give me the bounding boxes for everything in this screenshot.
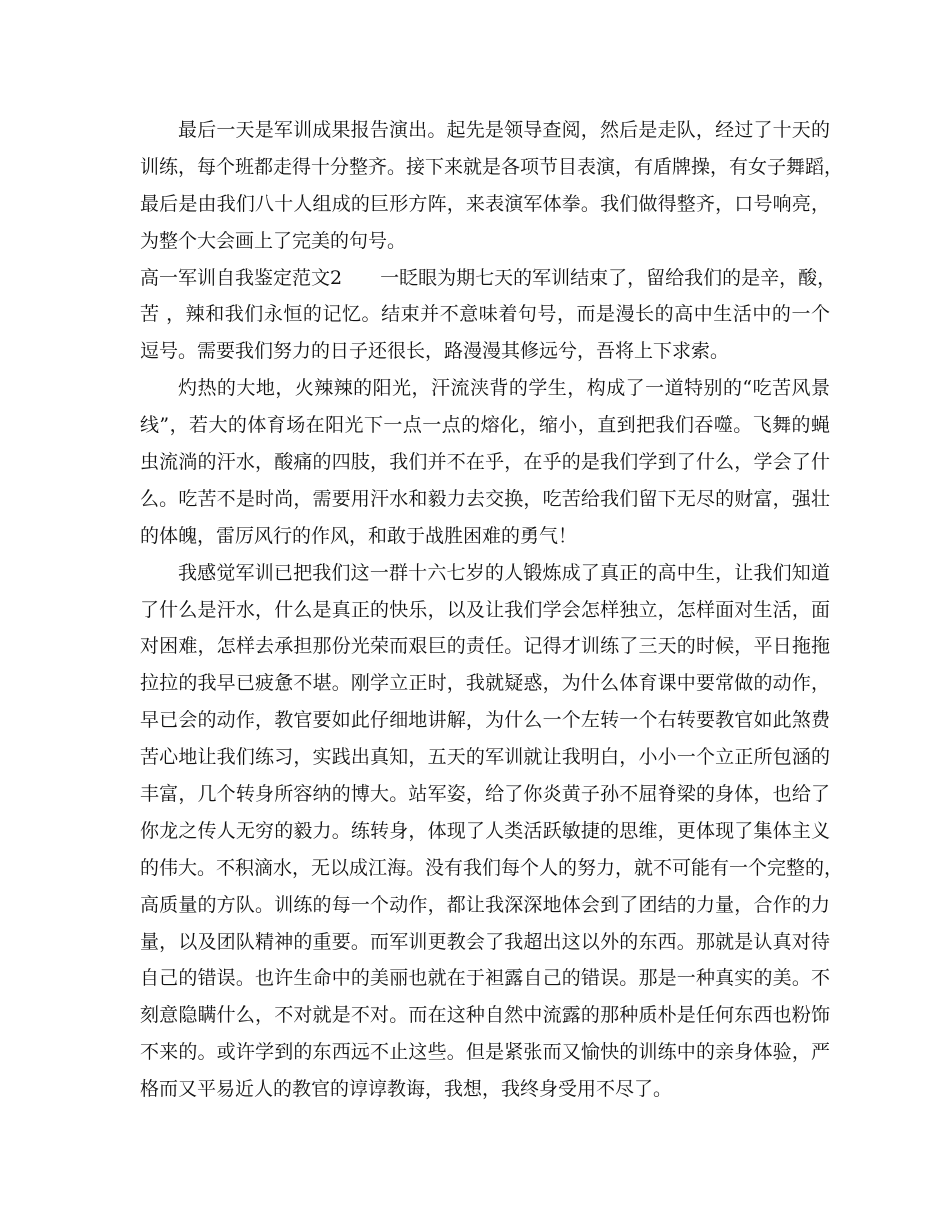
paragraph-line: 逗号。需要我们努力的日子还很长，路漫漫其修远兮，吾将上下求索。: [140, 340, 730, 363]
paragraph-line: 训练，每个班都走得十分整齐。接下来就是各项节目表演，有盾牌操，有女子舞蹈，: [140, 155, 844, 178]
paragraph-line: 量，以及团队精神的重要。而军训更教会了我超出这以外的东西。那就是认真对待: [140, 930, 830, 953]
paragraph-line: 线”，若大的体育场在阳光下一点一点的熔化，缩小，直到把我们吞噬。飞舞的蝇: [140, 414, 830, 437]
paragraph-line: 我感觉军训已把我们这一群十六七岁的人锻炼成了真正的高中生，让我们知道: [178, 561, 830, 584]
paragraph-line: 的体魄，雷厉风行的作风，和敢于战胜困难的勇气！: [140, 524, 578, 547]
paragraph-line: 早已会的动作，教官要如此仔细地讲解，为什么一个左转一个右转要教官如此煞费: [140, 709, 830, 732]
paragraph-line: 为整个大会画上了完美的句号。: [140, 229, 407, 252]
paragraph-line: 拉拉的我早已疲惫不堪。刚学立正时，我就疑惑，为什么体育课中要常做的动作，: [140, 672, 830, 695]
paragraph-line: 苦心地让我们练习，实践出真知，五天的军训就让我明白，小小一个立正所包涵的: [140, 746, 830, 769]
paragraph-line: 最后一天是军训成果报告演出。起先是领导查阅，然后是走队，经过了十天的: [178, 119, 830, 141]
paragraph-line: 不来的。或许学到的东西远不止这些。但是紧张而又愉快的训练中的亲身体验，严: [140, 1041, 830, 1064]
paragraph-line: 你龙之传人无穷的毅力。练转身，体现了人类活跃敏捷的思维，更体现了集体主义: [140, 819, 830, 842]
paragraph-line: 丰富，几个转身所容纳的博大。站军姿，给了你炎黄子孙不屈脊梁的身体，也给了: [140, 783, 830, 806]
paragraph-line: 最后是由我们八十人组成的巨形方阵，来表演军体拳。我们做得整齐，口号响亮，: [140, 192, 830, 215]
paragraph-line: 自己的错误。也许生命中的美丽也就在于袒露自己的错误。那是一种真实的美。不: [140, 967, 830, 990]
paragraph-line: 对困难，怎样去承担那份光荣而艰巨的责任。记得才训练了三天的时候，平日拖拖: [140, 635, 830, 658]
paragraph-line: 了什么是汗水，什么是真正的快乐，以及让我们学会怎样独立，怎样面对生活，面: [140, 598, 830, 621]
paragraph-line: 么。吃苦不是时尚，需要用汗水和毅力去交换，吃苦给我们留下无尽的财富，强壮: [140, 487, 830, 510]
paragraph-line: 灼热的大地，火辣辣的阳光，汗流浃背的学生，构成了一道特别的“吃苦风景: [178, 377, 830, 400]
section-title-line: 高一军训自我鉴定范文2 一眨眼为期七天的军训结束了，留给我们的是辛，酸，: [140, 266, 837, 289]
paragraph-line: 高质量的方队。训练的每一个动作，都让我深深地体会到了团结的力量，合作的力: [140, 893, 830, 916]
paragraph-line: 虫流淌的汗水，酸痛的四肢，我们并不在乎，在乎的是我们学到了什么，学会了什: [140, 451, 830, 474]
paragraph-line: 格而又平易近人的教官的谆谆教诲，我想，我终身受用不尽了。: [140, 1078, 673, 1101]
paragraph-line: 苦 ，辣和我们永恒的记忆。结束并不意味着句号，而是漫长的高中生活中的一个: [140, 303, 830, 326]
paragraph-line: 刻意隐瞒什么，不对就是不对。而在这种自然中流露的那种质朴是任何东西也粉饰: [140, 1004, 830, 1027]
document-body: [140, 112, 844, 1108]
paragraph-line: 的伟大。不积滴水，无以成江海。没有我们每个人的努力，就不可能有一个完整的，: [140, 856, 844, 879]
